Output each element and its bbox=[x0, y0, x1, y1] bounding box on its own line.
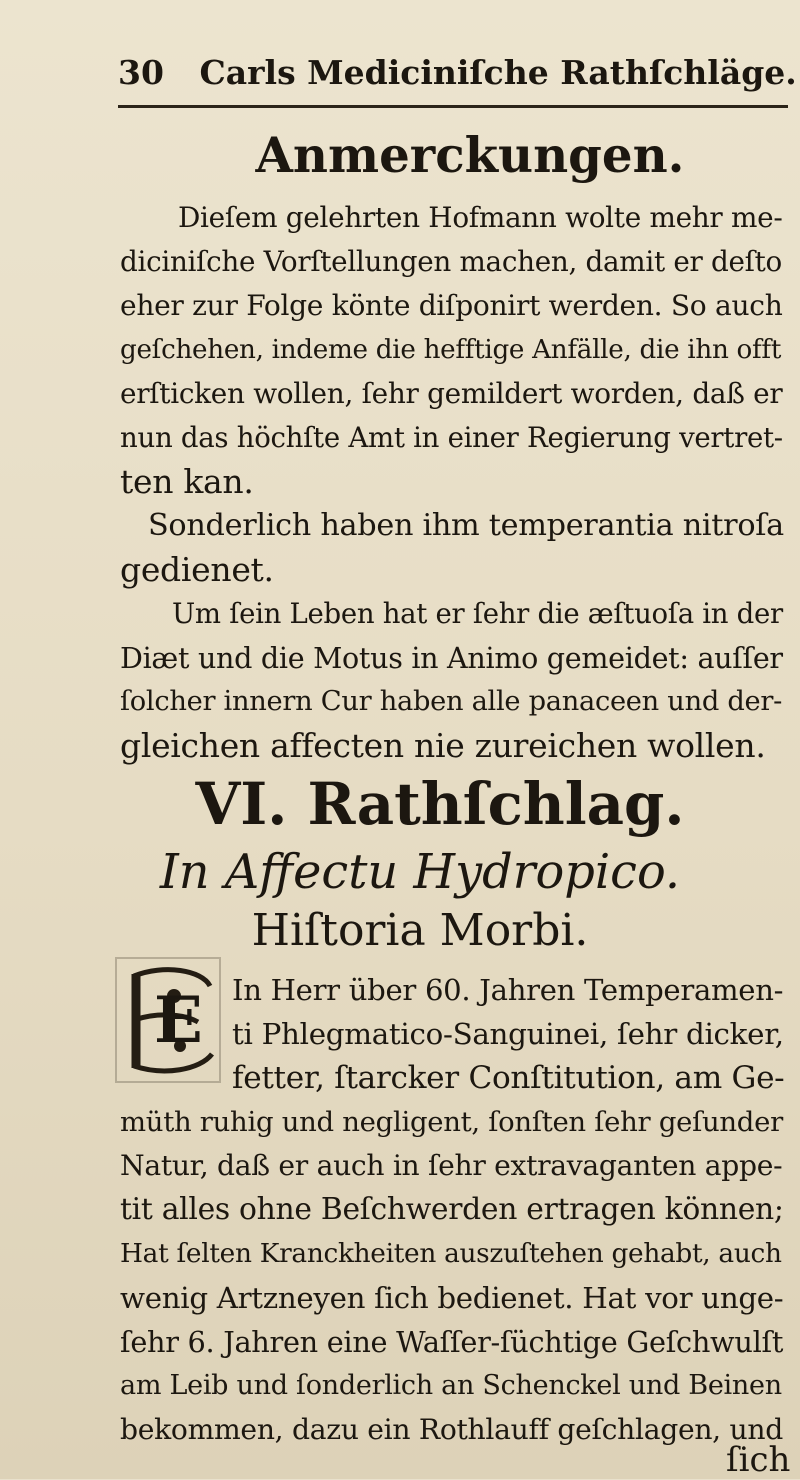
notes-line: gleichen affecten nie zureichen wollen. bbox=[120, 726, 766, 765]
notes-line: nun das höchſte Amt in einer Regierung vertret- bbox=[120, 421, 783, 454]
notes-line: ſolcher innern Cur haben alle panaceen und der- bbox=[120, 686, 783, 717]
ornamental-drop-cap bbox=[114, 956, 222, 1084]
drop-cap-letter: E bbox=[154, 983, 203, 1058]
body-line: müth ruhig und negligent, ſonſten ſehr geſunder bbox=[120, 1106, 783, 1138]
catchword: ſich bbox=[726, 1440, 791, 1480]
notes-line: Diæt und die Motus in Animo gemeidet: auſſer bbox=[120, 641, 783, 675]
body-line: bekommen, dazu ein Rothlauff geſchlagen, und bbox=[120, 1413, 783, 1446]
body-line: wenig Artzneyen ſich bedienet. Hat vor unge- bbox=[120, 1281, 784, 1315]
historia-heading: Hiſtoria Morbi. bbox=[251, 905, 589, 956]
notes-line: eher zur Folge könte diſponirt werden. So auch bbox=[120, 289, 783, 322]
page-number: 30 bbox=[118, 53, 164, 92]
notes-line: Um ſein Leben hat er ſehr die æſtuoſa in der bbox=[172, 598, 783, 630]
page-header bbox=[118, 48, 797, 98]
notes-line: ten kan. bbox=[120, 462, 254, 501]
body-line: tit alles ohne Beſchwerden ertragen können; bbox=[120, 1192, 784, 1227]
notes-line: diciniſche Vorſtellungen machen, damit er deſto bbox=[120, 245, 782, 278]
notes-line: Sonderlich haben ihm temperantia nitroſa bbox=[148, 508, 784, 543]
body-line: Hat ſelten Kranckheiten auszuſtehen gehabt, auch bbox=[120, 1239, 782, 1269]
body-line: fetter, ſtarcker Conſtitution, am Ge- bbox=[232, 1060, 785, 1096]
notes-line: geſchehen, indeme die hefftige Anfälle, die ihn offt bbox=[120, 335, 782, 365]
body-line: ſehr 6. Jahren eine Waſſer-ſüchtige Geſchwulſt bbox=[120, 1325, 784, 1359]
notes-line: erſticken wollen, ſehr gemildert worden, daß er bbox=[120, 377, 783, 410]
section-heading: VI. Rathſchlag. bbox=[195, 770, 685, 838]
body-line: ti Phlegmatico-Sanguinei, ſehr dicker, bbox=[232, 1017, 784, 1051]
body-line: am Leib und ſonderlich an Schenckel und Beinen bbox=[120, 1370, 782, 1401]
notes-line: Dieſem gelehrten Hofmann wolte mehr me- bbox=[178, 201, 783, 234]
notes-heading: Anmerckungen. bbox=[255, 128, 685, 184]
body-line: In Herr über 60. Jahren Temperamen- bbox=[232, 973, 784, 1007]
notes-line: gedienet. bbox=[120, 550, 274, 589]
header-rule bbox=[118, 105, 788, 108]
running-title: Carls Mediciniſche Rathſchläge. bbox=[199, 53, 797, 92]
section-subtitle: In Affectu Hydropico. bbox=[159, 845, 681, 900]
body-line: Natur, daß er auch in ſehr extravaganten appe- bbox=[120, 1149, 783, 1182]
